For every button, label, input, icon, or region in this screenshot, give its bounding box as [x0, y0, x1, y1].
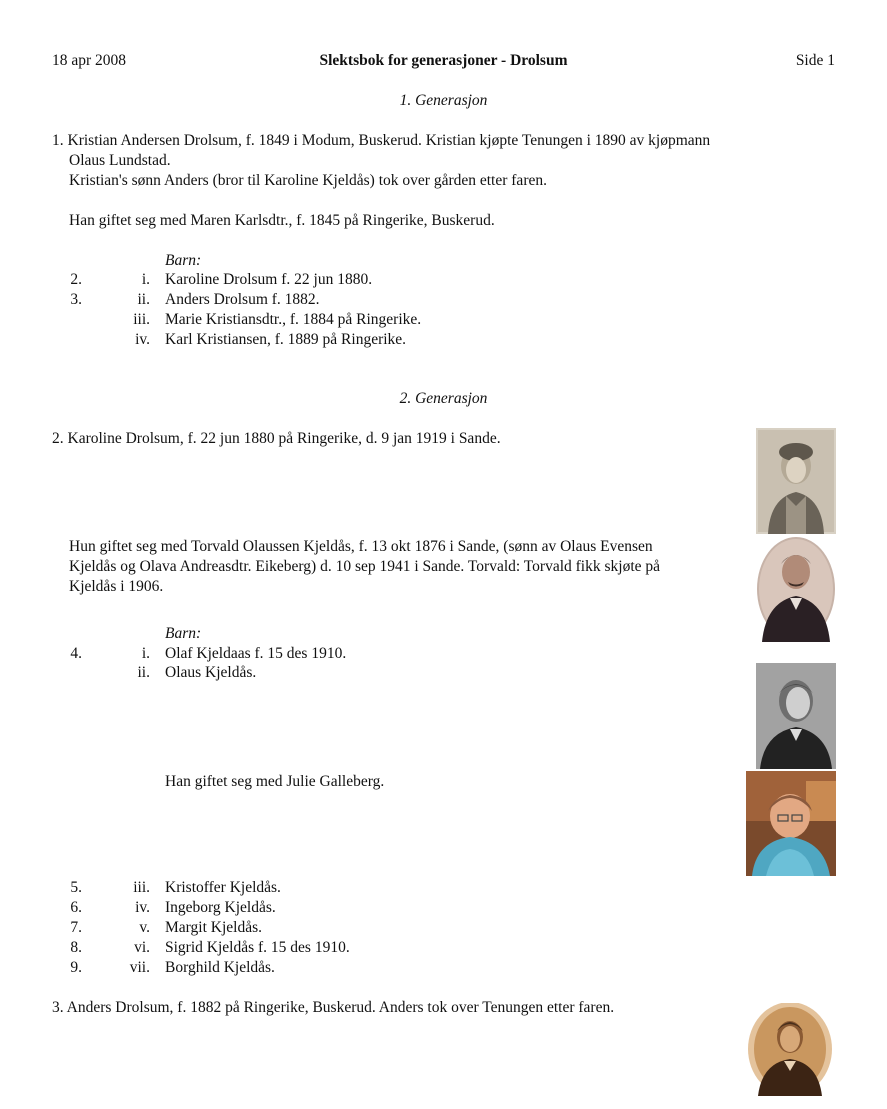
page-number: Side 1 [795, 52, 835, 69]
child-roman: vi. [134, 939, 150, 956]
child-number: 3. [70, 291, 82, 308]
person-1-line-1: 1. Kristian Andersen Drolsum, f. 1849 i Modum, Buskerud. Kristian kjøpte Tenungen i 1890 av kjøpmann [52, 132, 711, 149]
child-roman: iii. [133, 879, 150, 896]
child-entry: Karl Kristiansen, f. 1889 på Ringerike. [165, 331, 407, 348]
child-roman: iv. [135, 899, 150, 916]
child-roman: v. [139, 919, 150, 936]
person-1-line-3: Kristian's sønn Anders (bror til Karoline Kjeldås) tok over gården etter faren. [69, 172, 547, 189]
person-2-marriage-line-1: Hun giftet seg med Torvald Olaussen Kjeldås, f. 13 okt 1876 i Sande, (sønn av Olaus Evensen [69, 538, 653, 555]
child-entry: Ingeborg Kjeldås. [165, 899, 276, 916]
child-entry: Sigrid Kjeldås f. 15 des 1910. [165, 939, 350, 956]
child-entry: Olaus Kjeldås. [165, 664, 257, 681]
child-number: 4. [70, 645, 82, 662]
person-3-line-1: 3. Anders Drolsum, f. 1882 på Ringerike, Buskerud. Anders tok over Tenungen etter faren. [52, 999, 615, 1016]
torvald-portrait-photo [756, 536, 836, 642]
child-roman: vii. [129, 959, 150, 976]
person-2-line-1: 2. Karoline Drolsum, f. 22 jun 1880 på Ringerike, d. 9 jan 1919 i Sande. [52, 430, 501, 447]
child-roman: iii. [133, 311, 150, 328]
child-number: 7. [70, 919, 82, 936]
person-2-marriage-line-3: Kjeldås i 1906. [69, 578, 164, 595]
child-number: 8. [70, 939, 82, 956]
barn-label: Barn: [165, 252, 202, 269]
child-entry: Margit Kjeldås. [165, 919, 263, 936]
child-entry: Borghild Kjeldås. [165, 959, 275, 976]
generation-2-heading: 2. Generasjon [399, 390, 488, 407]
child-roman: ii. [137, 664, 150, 681]
child-roman: iv. [135, 331, 150, 348]
olaus-marriage: Han giftet seg med Julie Galleberg. [165, 773, 385, 790]
child-entry: Anders Drolsum f. 1882. [165, 291, 320, 308]
child-entry: Olaf Kjeldaas f. 15 des 1910. [165, 645, 347, 662]
generation-1-heading: 1. Generasjon [399, 92, 488, 109]
person-1-marriage: Han giftet seg med Maren Karlsdtr., f. 1845 på Ringerike, Buskerud. [69, 212, 495, 229]
barn-label: Barn: [165, 625, 202, 642]
child-roman: i. [141, 271, 150, 288]
julie-portrait-photo [746, 771, 836, 876]
child-number: 5. [70, 879, 82, 896]
karoline-portrait-photo [756, 428, 836, 534]
child-entry: Marie Kristiansdtr., f. 1884 på Ringerike. [165, 311, 422, 328]
child-number: 2. [70, 271, 82, 288]
person-2-marriage-line-2: Kjeldås og Olava Andreasdtr. Eikeberg) d. 10 sep 1941 i Sande. Torvald: Torvald fikk skjøte på [69, 558, 661, 575]
child-number: 9. [70, 959, 82, 976]
olaus-portrait-photo [756, 663, 836, 769]
child-roman: ii. [137, 291, 150, 308]
header-date: 18 apr 2008 [52, 52, 127, 69]
child-number: 6. [70, 899, 82, 916]
person-1-line-2: Olaus Lundstad. [69, 152, 171, 169]
child-entry: Karoline Drolsum f. 22 jun 1880. [165, 271, 373, 288]
document-title: Slektsbok for generasjoner - Drolsum [319, 52, 568, 69]
anders-portrait-photo [748, 1003, 832, 1096]
child-roman: i. [141, 645, 150, 662]
child-entry: Kristoffer Kjeldås. [165, 879, 281, 896]
